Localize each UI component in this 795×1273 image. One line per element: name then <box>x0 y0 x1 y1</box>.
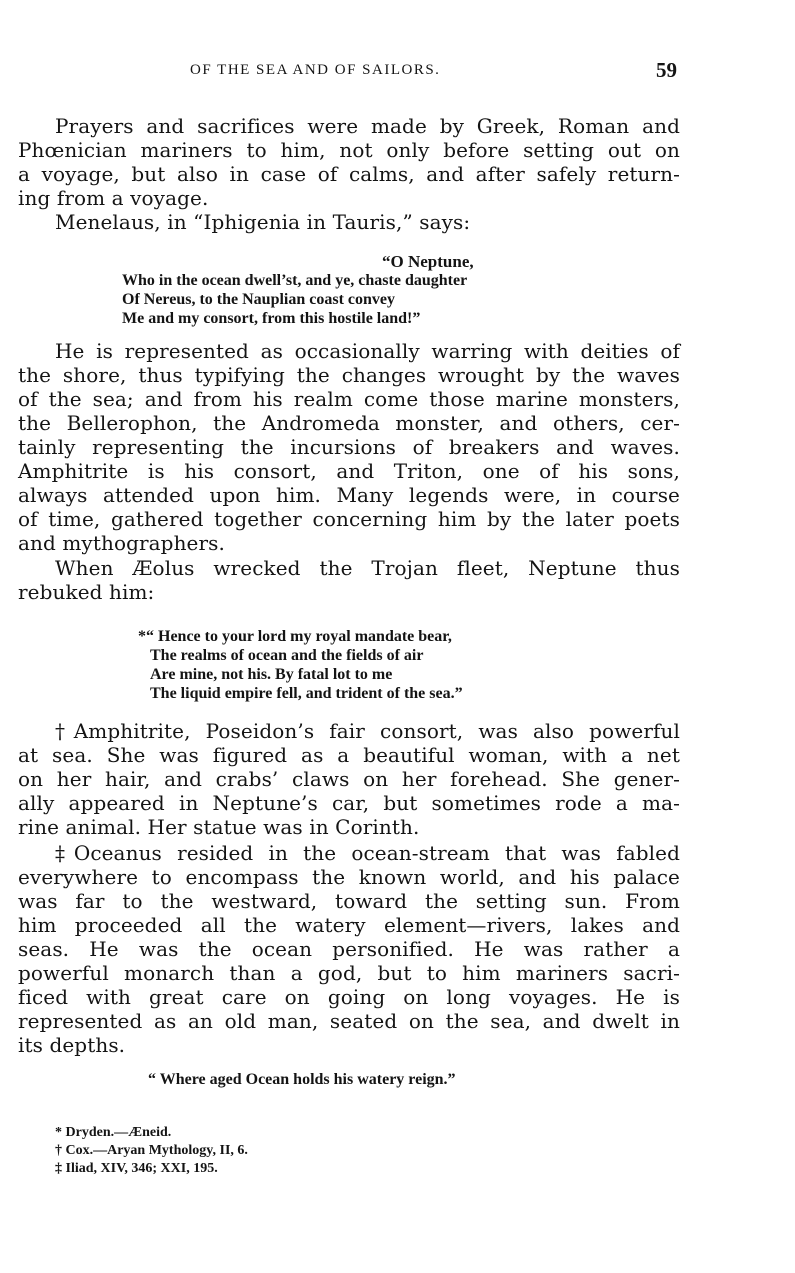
paragraph-line: always attended upon him. Many legends were, in course <box>18 483 680 507</box>
paragraph-line: at sea. She was figured as a beautiful woman, with a net <box>18 743 680 767</box>
footnote: † Cox.—Aryan Mythology, II, 6. <box>55 1143 248 1158</box>
paragraph-line: rebuked him: <box>18 580 155 604</box>
verse-line: “O Neptune, <box>382 252 474 271</box>
paragraph-line: When Æolus wrecked the Trojan fleet, Neptune thus <box>55 556 680 580</box>
paragraph-line: ing from a voyage. <box>18 186 209 210</box>
paragraph-line: †Amphitrite, Poseidon’s fair consort, was also powerful <box>55 719 680 743</box>
paragraph-line: a voyage, but also in case of calms, and after safely return- <box>18 162 680 186</box>
paragraph-line: him proceeded all the watery element—rivers, lakes and <box>18 913 680 937</box>
verse-line: *“ Hence to your lord my royal mandate bear, <box>138 628 452 645</box>
paragraph-line: everywhere to encompass the known world, and his palace <box>18 865 680 889</box>
verse-line: The liquid empire fell, and trident of the sea.” <box>150 685 463 702</box>
verse-line: Who in the ocean dwell’st, and ye, chaste daughter <box>122 272 468 289</box>
verse-line: “ Where aged Ocean holds his watery reign.” <box>148 1071 456 1088</box>
paragraph-line: ally appeared in Neptune’s car, but sometimes rode a ma- <box>18 791 680 815</box>
paragraph-line: Menelaus, in “Iphigenia in Tauris,” says: <box>55 210 471 234</box>
paragraph-line: seas. He was the ocean personified. He was rather a <box>18 937 680 961</box>
paragraph-line: its depths. <box>18 1033 126 1057</box>
footnote: ‡ Iliad, XIV, 346; XXI, 195. <box>55 1161 218 1176</box>
paragraph-line: Prayers and sacrifices were made by Greek, Roman and <box>55 114 680 138</box>
paragraph-line: was far to the westward, toward the setting sun. From <box>18 889 680 913</box>
verse-line: Me and my consort, from this hostile land!” <box>122 310 421 327</box>
verse-line: Are mine, not his. By fatal lot to me <box>150 666 393 683</box>
paragraph-line: ‡Oceanus resided in the ocean-stream that was fabled <box>55 841 680 865</box>
page-number: 59 <box>656 58 677 82</box>
paragraph-line: of the sea; and from his realm come those marine monsters, <box>18 387 680 411</box>
paragraph-line: the Bellerophon, the Andromeda monster, and others, cer- <box>18 411 680 435</box>
footnote: * Dryden.—Æneid. <box>55 1125 172 1140</box>
paragraph-line: Phœnician mariners to him, not only before setting out on <box>18 138 680 162</box>
paragraph-line: He is represented as occasionally warring with deities of <box>55 339 680 363</box>
paragraph-line: and mythographers. <box>18 531 225 555</box>
paragraph-line: of time, gathered together concerning him by the later poets <box>18 507 680 531</box>
paragraph-line: Amphitrite is his consort, and Triton, one of his sons, <box>18 459 680 483</box>
paragraph-line: tainly representing the incursions of breakers and waves. <box>18 435 680 459</box>
verse-line: The realms of ocean and the fields of air <box>150 647 424 664</box>
paragraph-line: on her hair, and crabs’ claws on her forehead. She gener- <box>18 767 680 791</box>
paragraph-line: rine animal. Her statue was in Corinth. <box>18 815 420 839</box>
paragraph-line: powerful monarch than a god, but to him mariners sacri- <box>18 961 680 985</box>
paragraph-line: represented as an old man, seated on the sea, and dwelt in <box>18 1009 680 1033</box>
verse-line: Of Nereus, to the Nauplian coast convey <box>122 291 396 308</box>
paragraph-line: ficed with great care on going on long voyages. He is <box>18 985 680 1009</box>
paragraph-line: the shore, thus typifying the changes wrought by the waves <box>18 363 680 387</box>
running-header: OF THE SEA AND OF SAILORS. <box>190 62 441 78</box>
